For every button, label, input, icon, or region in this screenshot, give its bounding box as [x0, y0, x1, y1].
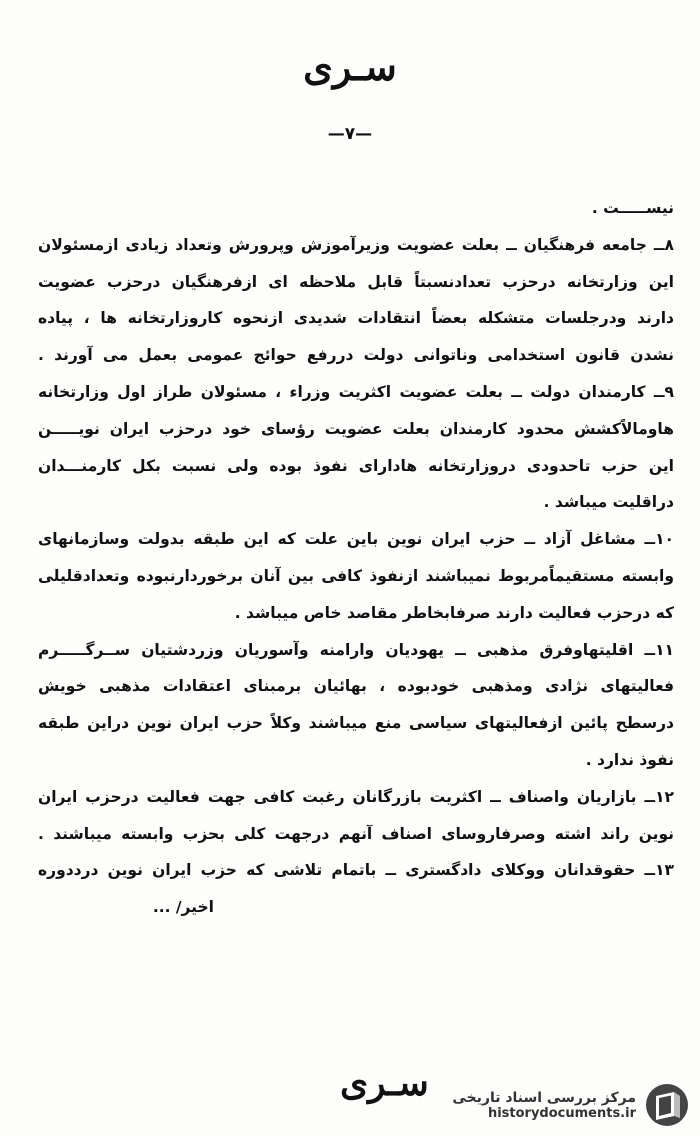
archive-logo-icon — [644, 1082, 690, 1128]
body-line: ۱۱ــ اقلیتهاوفرق مذهبی ــ یهودیان وارامنه وآسوریان وزردشتیان ســرگـــــرم — [38, 640, 674, 659]
body-line: دارند ودرجلسات متشکله بعضاً انتقادات شدیدی ازنحوه کاروزارتخانه ها ، پیاده — [38, 309, 674, 328]
body-line: اخیر/ ... — [152, 898, 214, 917]
body-line: این حزب تاحدودی دروزارتخانه هادارای نفوذ بوده ولی نسبت بکل کارمنـــدان — [38, 456, 674, 475]
watermark-title: مرکز بررسی اسناد تاریخی — [452, 1089, 636, 1106]
body-line: ۱۰ــ مشاغل آزاد ــ حزب ایران نوین باین علت که این طبقه بدولت وسازمانهای — [38, 530, 674, 549]
watermark-url: historydocuments.ir — [487, 1105, 636, 1121]
document-body — [38, 190, 674, 926]
body-line: درسطح پائین ازفعالیتهای سیاسی منع میباشند وکلاً حزب ایران نوین دراین طبقه — [38, 714, 674, 733]
body-line: ۸ــ جامعه فرهنگیان ــ بعلت عضویت وزیرآموزش وپرورش وتعداد زیادی ازمسئولان — [38, 235, 674, 254]
body-line: وابسته مستقیماًمربوط نمیباشند ازنفوذ کافی بین آنان برخوردارنبوده وتعدادقلیلی — [38, 566, 674, 585]
watermark[interactable] — [452, 1082, 690, 1128]
body-line: فعالیتهای نژادی ومذهبی خودبوده ، بهائیان برمبنای اعتقادات مذهبی خویش — [38, 677, 674, 696]
body-line: ۹ــ کارمندان دولت ــ بعلت عضویت اکثریت وزراء ، مسئولان طراز اول وزارتخانه — [38, 382, 674, 401]
body-line: این وزارتخانه درحزب تعدادنسبتاً قابل ملاحظه ای ازفرهنگیان درحزب عضویت — [38, 272, 674, 291]
page-number: —۷— — [327, 124, 373, 144]
body-line: نوین راند اشته وصرفاروسای اصناف آنهم درجهت کلی بحزب وابسته میباشند . — [38, 824, 674, 843]
body-line: نشدن قانون استخدامی وناتوانی دولت دررفع حوائج عمومی بعمل می آورند . — [38, 346, 674, 365]
body-line: نیســـــت . — [591, 199, 674, 217]
body-line: ۱۲ــ بازاریان واصناف ــ اکثریت بازرگانان رغبت کافی جهت فعالیت درحزب ایران — [38, 787, 674, 806]
body-line: هاومالاًکشش محدود کارمندان بعلت عضویت رؤسای خود درحزب ایران نویـــــن — [38, 419, 674, 438]
body-line: ۱۳ــ حقوقدانان ووکلای دادگستری ــ باتمام تلاشی که حزب ایران نوین درددوره — [38, 861, 674, 880]
body-line: نفوذ ندارد . — [585, 750, 674, 769]
body-line: دراقلیت میباشد . — [543, 493, 674, 512]
footer-classification: سـری — [340, 1062, 429, 1104]
classification-heading: سـری — [303, 44, 397, 89]
body-line: که درحزب فعالیت دارند صرفابخاطر مقاصد خاص میباشد . — [234, 603, 674, 622]
